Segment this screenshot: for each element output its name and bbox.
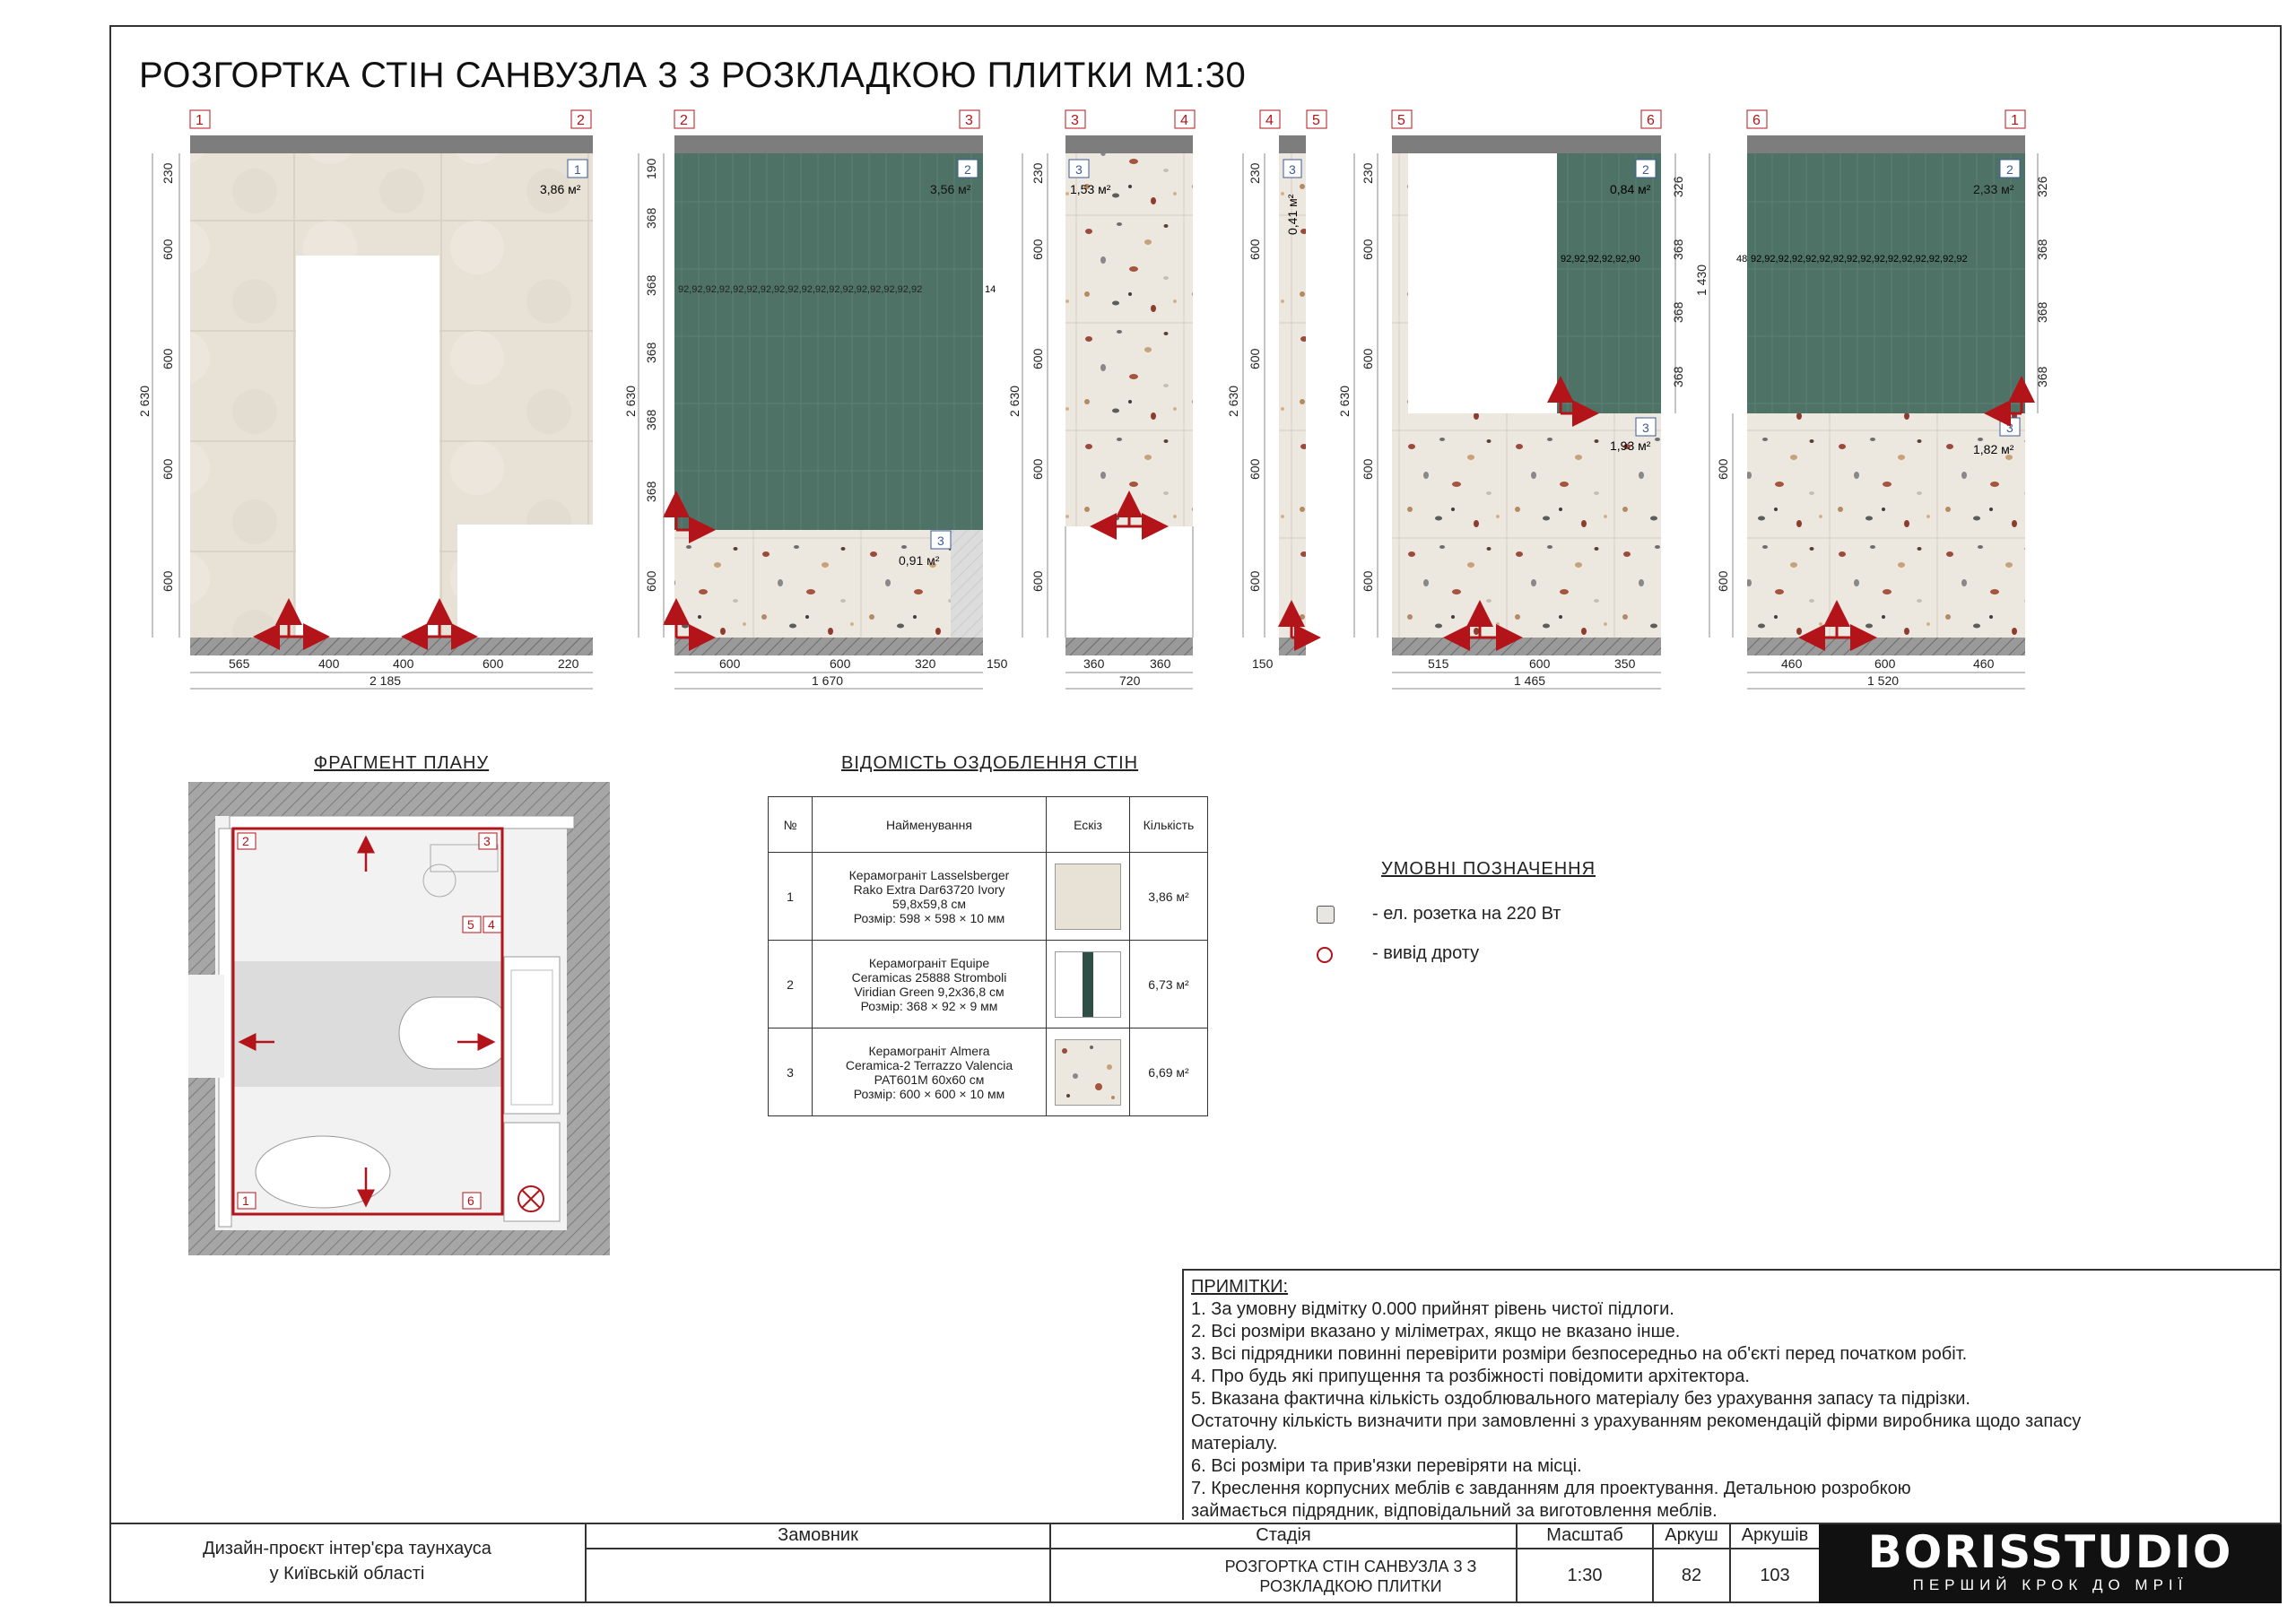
svg-text:400: 400 [318, 656, 340, 671]
svg-text:230: 230 [1031, 162, 1045, 184]
svg-text:1 520: 1 520 [1867, 673, 1900, 688]
svg-text:565: 565 [229, 656, 250, 671]
drawing-title: РОЗГОРТКА СТІН САНВУЗЛА 3 З РОЗКЛАДКОЮ ПЛИТКИ М1:30 [139, 56, 1247, 95]
svg-text:368: 368 [1671, 239, 1685, 260]
svg-text:92,92,92,92,92,92,92,92,92,92,: 92,92,92,92,92,92,92,92,92,92,92,92,92,92,92,92 [1751, 254, 1968, 265]
plan-tag: 4 [488, 917, 495, 932]
svg-text:600: 600 [1361, 239, 1375, 260]
sheet-label: Аркуш [1665, 1524, 1718, 1545]
note-line: 3. Всі підрядники повинні перевірити розміри безпосередньо на об'єкті перед початком робіт. [1191, 1344, 1968, 1364]
svg-text:360: 360 [1150, 656, 1171, 671]
col-header: Ескіз [1047, 797, 1130, 853]
svg-text:0,91 м²: 0,91 м² [899, 553, 940, 568]
note-line: 4. Про будь які припущення та розбіжності повідомити архітектора. [1191, 1367, 1750, 1386]
svg-text:600: 600 [1361, 458, 1375, 480]
svg-text:368: 368 [1671, 301, 1685, 323]
svg-text:2 630: 2 630 [137, 385, 152, 417]
svg-text:368: 368 [644, 481, 658, 502]
plan-tag: 5 [467, 917, 474, 932]
svg-text:600: 600 [1031, 570, 1045, 592]
finish-table [768, 796, 1208, 1116]
sheets-label: Аркушів [1741, 1524, 1809, 1545]
svg-text:5: 5 [1312, 113, 1320, 128]
plan-title: ФРАГМЕНТ ПЛАНУ [314, 753, 490, 773]
svg-text:3: 3 [1289, 162, 1296, 177]
svg-text:600: 600 [1716, 570, 1730, 592]
svg-text:600: 600 [1874, 656, 1896, 671]
sheet-number: 82 [1681, 1565, 1702, 1585]
svg-text:48: 48 [1736, 254, 1748, 265]
swatch-green [1047, 941, 1130, 1028]
svg-text:2 630: 2 630 [623, 385, 638, 417]
plan-tag: 1 [242, 1193, 249, 1208]
col-header: № [769, 797, 813, 853]
elevation-4 [1226, 135, 1318, 671]
legend-title: УМОВНІ ПОЗНАЧЕННЯ [1381, 859, 1596, 879]
svg-text:2: 2 [1642, 162, 1649, 177]
notes-block [1182, 1269, 2282, 1520]
svg-text:1: 1 [574, 162, 581, 177]
svg-text:2: 2 [2006, 162, 2013, 177]
svg-text:600: 600 [161, 458, 175, 480]
svg-text:600: 600 [483, 656, 504, 671]
note-line: матеріалу. [1191, 1434, 1278, 1454]
svg-text:600: 600 [1248, 239, 1262, 260]
svg-text:150: 150 [1252, 656, 1274, 671]
svg-text:600: 600 [1248, 348, 1262, 369]
studio-logo [1819, 1524, 2282, 1603]
svg-text:600: 600 [161, 570, 175, 592]
svg-text:2 630: 2 630 [1226, 385, 1240, 417]
elevations-drawing [0, 0, 2296, 735]
svg-text:600: 600 [161, 239, 175, 260]
elevation-2 [623, 135, 1008, 689]
svg-text:2: 2 [577, 113, 585, 128]
scale-value: 1:30 [1567, 1565, 1603, 1585]
project-name-line2: у Київській області [269, 1563, 425, 1584]
axis-tags [190, 110, 2025, 128]
svg-text:368: 368 [2035, 301, 2049, 323]
svg-text:600: 600 [719, 656, 741, 671]
svg-text:4: 4 [1180, 113, 1188, 128]
elevation-3 [1007, 135, 1193, 689]
svg-text:368: 368 [644, 409, 658, 430]
svg-text:190: 190 [644, 158, 658, 179]
scale-label: Масштаб [1546, 1524, 1623, 1545]
svg-text:1,93 м²: 1,93 м² [1610, 438, 1651, 453]
svg-text:230: 230 [1248, 162, 1262, 184]
svg-text:3,56 м²: 3,56 м² [930, 182, 971, 196]
svg-text:600: 600 [1529, 656, 1551, 671]
table-row: 3 Керамограніт Almera Ceramica-2 Terrazzo Valencia PAT601M 60x60 см Розмір: 600 × 600 × 10 мм 6,69 м² [769, 1028, 1208, 1116]
svg-text:14: 14 [985, 284, 996, 295]
svg-text:3,86 м²: 3,86 м² [540, 182, 581, 196]
svg-text:368: 368 [644, 207, 658, 229]
plan-tag: 2 [242, 834, 249, 848]
note-line: займається підрядник, відповідальний за виготовлення меблів. [1191, 1501, 1718, 1521]
svg-text:350: 350 [1614, 656, 1636, 671]
svg-text:1 465: 1 465 [1514, 673, 1546, 688]
svg-text:460: 460 [1973, 656, 1995, 671]
plan-tag: 6 [467, 1193, 474, 1208]
svg-text:5: 5 [1397, 113, 1405, 128]
logo-text: BORISSTUDIO [1867, 1526, 2233, 1578]
svg-text:150: 150 [987, 656, 1008, 671]
elevation-1 [137, 135, 593, 689]
drawing-name: РОЗГОРТКА СТІН САНВУЗЛА 3 З РОЗКЛАДКОЮ ПЛИТКИ [1224, 1558, 1477, 1595]
svg-text:326: 326 [1671, 176, 1685, 197]
svg-text:4: 4 [1265, 113, 1274, 128]
svg-text:326: 326 [2035, 176, 2049, 197]
svg-text:368: 368 [1671, 366, 1685, 387]
note-line: 2. Всі розміри вказано у міліметрах, якщо не вказано інше. [1191, 1322, 1681, 1341]
col-header: Найменування [813, 797, 1047, 853]
notes-title: ПРИМІТКИ: [1191, 1277, 1289, 1297]
svg-text:368: 368 [644, 342, 658, 363]
svg-text:3: 3 [1642, 421, 1649, 435]
customer-label: Замовник [778, 1524, 858, 1545]
svg-text:92,92,92,92,92,90: 92,92,92,92,92,90 [1561, 254, 1640, 265]
svg-text:600: 600 [161, 348, 175, 369]
sheets-total: 103 [1760, 1565, 1790, 1585]
svg-text:600: 600 [830, 656, 851, 671]
note-line: 5. Вказана фактична кількість оздоблювального матеріалу без урахування запасу та підрізки. [1191, 1389, 1970, 1409]
note-line: 7. Креслення корпусних меблів є завданням для проектування. Детальною розробкою [1191, 1479, 1911, 1498]
svg-text:3: 3 [2006, 421, 2013, 435]
svg-text:3: 3 [965, 113, 973, 128]
svg-text:600: 600 [1031, 348, 1045, 369]
svg-text:360: 360 [1083, 656, 1105, 671]
note-line: Остаточну кількість визначити при замовленні з урахуванням рекомендацій фірми виробника щодо запасу [1191, 1411, 2082, 1431]
svg-text:600: 600 [1361, 570, 1375, 592]
svg-text:368: 368 [2035, 239, 2049, 260]
svg-text:720: 720 [1119, 673, 1141, 688]
svg-text:2 630: 2 630 [1337, 385, 1352, 417]
svg-text:1 670: 1 670 [812, 673, 844, 688]
svg-text:460: 460 [1781, 656, 1803, 671]
col-header: Кількість [1130, 797, 1208, 853]
tile-row-dims: 92,92,92,92,92,92,92,92,92,92,92,92,92,92,92,92,92,92 [678, 284, 923, 295]
svg-text:0,84 м²: 0,84 м² [1610, 182, 1651, 196]
svg-text:600: 600 [1248, 570, 1262, 592]
wire-outlet-icon [1317, 947, 1333, 963]
svg-text:3: 3 [937, 534, 944, 548]
svg-text:400: 400 [393, 656, 414, 671]
svg-text:515: 515 [1428, 656, 1449, 671]
svg-text:1 430: 1 430 [1694, 264, 1709, 296]
table-row: 2 Керамограніт Equipe Ceramicas 25888 Stromboli Viridian Green 9,2x36,8 см Розмір: 368 × 92 × 9 мм 6,73 м² [769, 941, 1208, 1028]
elevation-5 [1337, 135, 1685, 689]
svg-text:3: 3 [1071, 113, 1079, 128]
stage-label: Стадія [1256, 1524, 1311, 1545]
svg-text:220: 220 [558, 656, 579, 671]
svg-text:2,33 м²: 2,33 м² [1973, 182, 2014, 196]
svg-text:320: 320 [915, 656, 936, 671]
svg-text:368: 368 [644, 274, 658, 296]
svg-text:6: 6 [1752, 113, 1761, 128]
plan-fragment [188, 782, 610, 1257]
svg-text:2: 2 [964, 162, 971, 177]
svg-text:1,53 м²: 1,53 м² [1070, 182, 1111, 196]
svg-text:600: 600 [1031, 458, 1045, 480]
svg-text:6: 6 [1647, 113, 1655, 128]
plan-tag: 3 [483, 834, 491, 848]
svg-text:2 185: 2 185 [370, 673, 402, 688]
svg-text:368: 368 [2035, 366, 2049, 387]
svg-text:230: 230 [161, 162, 175, 184]
socket-icon [1317, 906, 1335, 924]
note-line: 1. За умовну відмітку 0.000 прийнят рівень чистої підлоги. [1191, 1299, 1674, 1319]
swatch-ivory [1047, 853, 1130, 941]
legend-wire-label: - вивід дроту [1372, 943, 1480, 963]
svg-text:1: 1 [196, 113, 204, 128]
elevation-6 [1694, 135, 2049, 689]
project-name-line1: Дизайн-проєкт інтер'єра таунхауса [203, 1538, 491, 1558]
svg-text:1,82 м²: 1,82 м² [1973, 442, 2014, 456]
svg-text:3: 3 [1075, 162, 1083, 177]
legend-socket-label: - ел. розетка на 220 Вт [1372, 904, 1561, 924]
swatch-terrazzo [1047, 1028, 1130, 1116]
svg-text:600: 600 [644, 570, 658, 592]
svg-text:600: 600 [1248, 458, 1262, 480]
svg-text:230: 230 [1361, 162, 1375, 184]
svg-text:0,41 м²: 0,41 м² [1285, 194, 1300, 235]
svg-text:600: 600 [1716, 458, 1730, 480]
svg-text:2 630: 2 630 [1007, 385, 1022, 417]
svg-text:1: 1 [2011, 113, 2019, 128]
finish-table-title: ВІДОМІСТЬ ОЗДОБЛЕННЯ СТІН [841, 753, 1139, 773]
svg-text:600: 600 [1031, 239, 1045, 260]
table-row: 1 Керамограніт Lasselsberger Rako Extra Dar63720 Ivory 59,8x59,8 см Розмір: 598 × 598 × 10 мм 3,86 м² [769, 853, 1208, 941]
svg-text:2: 2 [680, 113, 688, 128]
svg-text:600: 600 [1361, 348, 1375, 369]
note-line: 6. Всі розміри та прив'язки перевіряти на місці. [1191, 1456, 1582, 1476]
logo-slogan: ПЕРШИЙ КРОК ДО МРІЇ [1912, 1576, 2188, 1593]
